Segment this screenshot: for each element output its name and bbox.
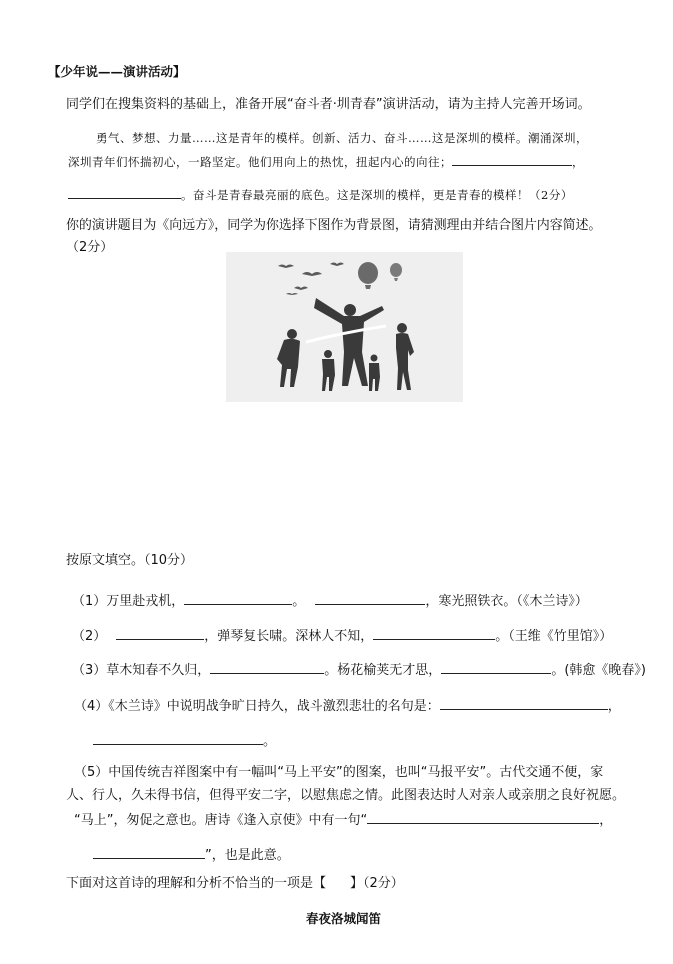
q1-passage-end: 。奋斗是青春最亮丽的底色。这是深圳的模样，更是青春的模样！（2分） [181, 188, 573, 202]
q1-prompt: 同学们在搜集资料的基础上，准备开展“奋斗者·圳青春”演讲活动，请为主持人完善开场词。 [66, 97, 591, 112]
q1-passage-line1: 勇气、梦想、力量……这是青年的模样。创新、活力、奋斗……这是深圳的模样。潮涌深圳， [96, 131, 588, 145]
fill-5-line3a: “马上”，匆促之意也。唐诗《逢入京使》中有一句“ [74, 813, 368, 828]
fill-1-blank-2[interactable] [315, 592, 425, 605]
fill-4-b: ， [607, 699, 621, 714]
fill-5-blank-1[interactable] [367, 811, 599, 824]
fill-1-num: （1） [72, 594, 107, 609]
q1-passage-line2 [68, 153, 584, 170]
fill-2-num: （2） [72, 629, 107, 644]
fill-header: 按原文填空。（10分） [66, 553, 194, 568]
fill-2-c: 。（王维《竹里馆》） [495, 629, 613, 644]
q1-blank-2[interactable] [68, 186, 181, 199]
fill-1-b: 。 [292, 594, 306, 609]
fill-1-a: 万里赴戎机， [106, 594, 185, 609]
fill-4-num: （4） [74, 699, 109, 714]
fill-5-line2: 人、行人，久未得书信，但得平安二字，以慰焦虑之情。此图表达时人对亲人或亲朋之良好祝愿。 [66, 788, 626, 803]
fill-3-blank-1[interactable] [210, 661, 324, 674]
q3-score: 】（2分） [350, 876, 404, 891]
background-image [226, 252, 463, 402]
q1-passage-text: 深圳青年们怀揣初心，一路坚定。他们用向上的热忱，扭起内心的向往； [68, 155, 452, 169]
fill-5-line3b: ， [599, 813, 613, 828]
fill-item-4 [74, 697, 621, 715]
fill-4-blank-2[interactable] [93, 732, 263, 745]
fill-4-a: 《木兰诗》中说明战争旷日持久，战斗激烈悲壮的名句是： [108, 699, 440, 714]
fill-item-1 [72, 592, 588, 610]
runners-silhouette-image [226, 252, 463, 402]
fill-4-c: 。 [263, 734, 277, 749]
fill-5-blank-2[interactable] [93, 846, 205, 859]
fill-3-blank-2[interactable] [441, 661, 551, 674]
q2-line2: （2分） [66, 240, 114, 255]
q1-blank-1[interactable] [452, 153, 572, 166]
fill-item-4-cont [93, 732, 276, 750]
fill-5-line1: （5）中国传统吉祥图案中有一幅叫“马上平安”的图案，也叫“马报平安”。古代交通不便，家 [74, 765, 604, 780]
poem-title: 春夜洛城闻笛 [306, 911, 382, 926]
fill-4-blank-1[interactable] [440, 697, 608, 710]
section-title: 【少年说——演讲活动】 [48, 64, 186, 79]
fill-3-b: 。杨花榆荚无才思， [324, 663, 442, 678]
q3-prompt: 下面对这首诗的理解和分析不恰当的一项是【 [66, 876, 327, 891]
fill-3-num: （3） [72, 663, 107, 678]
fill-item-2 [72, 627, 612, 645]
fill-1-c: ，寒光照铁衣。（《木兰诗》） [425, 594, 588, 609]
fill-3-c: 。(韩愈《晚春》) [551, 663, 646, 678]
fill-3-a: 草木知春不久归， [106, 663, 211, 678]
q1-passage-line3 [68, 186, 573, 203]
fill-2-blank-1[interactable] [116, 627, 204, 640]
q2-line1: 你的演讲题目为《向远方》，同学为你选择下图作为背景图，请猜测理由并结合图片内容简述。 [66, 218, 602, 233]
q1-comma: ， [572, 155, 584, 169]
fill-item-5-line3 [74, 811, 612, 829]
fill-2-b: ，弹琴复长啸。深林人不知， [204, 629, 374, 644]
fill-item-3 [72, 661, 646, 679]
fill-item-5-line4 [93, 846, 290, 864]
fill-2-blank-2[interactable] [373, 627, 495, 640]
q3-line [66, 876, 404, 892]
fill-5-line4b: ”，也是此意。 [205, 848, 290, 863]
fill-1-blank-1[interactable] [184, 592, 292, 605]
